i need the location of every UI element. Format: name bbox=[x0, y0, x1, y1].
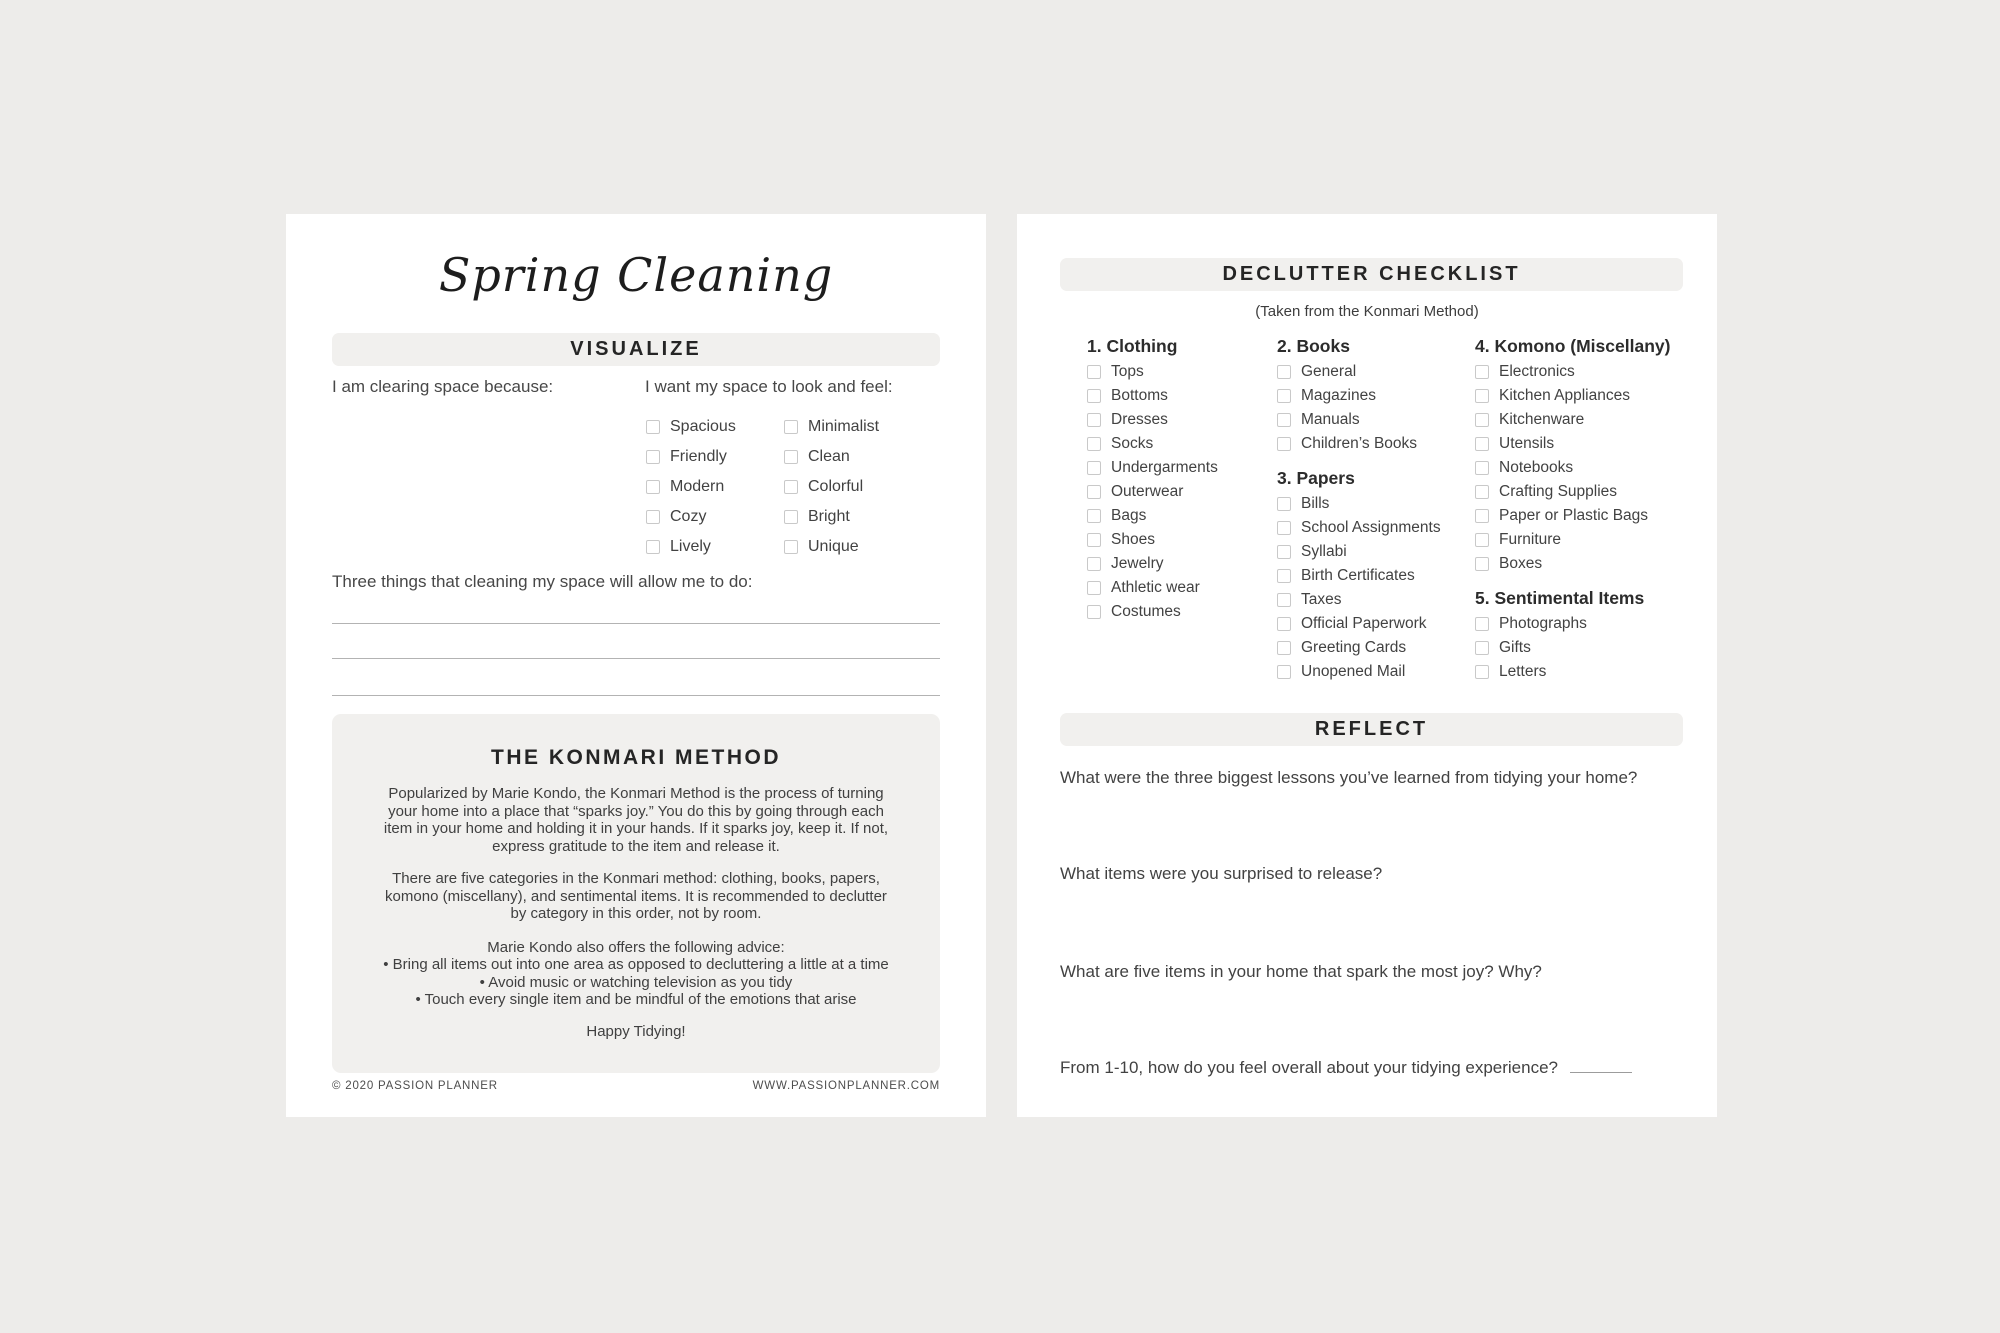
advice-bullet: • Bring all items out into one area as opposed to decluttering a little at a time bbox=[378, 956, 894, 974]
checkbox[interactable] bbox=[1277, 497, 1291, 511]
checkbox-label: Boxes bbox=[1499, 555, 1543, 572]
checklist-item bbox=[1277, 564, 1473, 588]
checkbox-label: Official Paperwork bbox=[1301, 615, 1427, 632]
checklist-item bbox=[1087, 576, 1272, 600]
checkbox-label: General bbox=[1301, 363, 1357, 380]
feel-option bbox=[784, 502, 879, 532]
checkbox-label: Bright bbox=[808, 508, 850, 525]
declutter-checklist-header bbox=[1060, 258, 1683, 291]
checklist-item bbox=[1475, 612, 1691, 636]
question-4-text: From 1-10, how do you feel overall about your tidying experience? bbox=[1060, 1058, 1559, 1077]
checklist-subtitle: (Taken from the Konmari Method) bbox=[1255, 303, 1479, 320]
konmari-advice-block bbox=[378, 939, 894, 1009]
checklist-item bbox=[1087, 360, 1272, 384]
checkbox[interactable] bbox=[784, 420, 798, 434]
website-text: WWW.PASSIONPLANNER.COM bbox=[752, 1080, 940, 1092]
checkbox-label: Kitchenware bbox=[1499, 411, 1585, 428]
checkbox-label: Cozy bbox=[670, 508, 707, 525]
checkbox[interactable] bbox=[1277, 569, 1291, 583]
checklist-item bbox=[1475, 660, 1691, 684]
checkbox-label: Letters bbox=[1499, 663, 1547, 680]
clothing-item-list bbox=[1087, 360, 1272, 624]
advice-bullet-list bbox=[378, 956, 894, 1009]
checklist-item bbox=[1087, 408, 1272, 432]
checkbox-label: Photographs bbox=[1499, 615, 1587, 632]
section-title-sentimental: 5. Sentimental Items bbox=[1475, 588, 1645, 608]
page-title-spring-cleaning: Spring Cleaning bbox=[438, 248, 834, 302]
checkbox-label: Utensils bbox=[1499, 435, 1555, 452]
feel-option bbox=[784, 412, 879, 442]
books-item-list bbox=[1277, 360, 1473, 456]
checkbox-label: Kitchen Appliances bbox=[1499, 387, 1630, 404]
checkbox-label: Notebooks bbox=[1499, 459, 1574, 476]
copyright-text: © 2020 PASSION PLANNER bbox=[332, 1080, 498, 1092]
checkbox[interactable] bbox=[784, 510, 798, 524]
checklist-column-komono-sentimental bbox=[1475, 334, 1691, 684]
konmari-paragraph-1: Popularized by Marie Kondo, the Konmari Method is the process of turning your home into a place that “sparks joy.” You do this by going through each item in your home and holding it in your hands. If it sparks joy, keep it. If not, express gratitude to the item and release it. bbox=[383, 785, 889, 855]
checkbox-label: Outerwear bbox=[1111, 483, 1184, 500]
checkbox-label: Jewelry bbox=[1111, 555, 1164, 572]
checkbox-label: Unopened Mail bbox=[1301, 663, 1406, 680]
checkbox-label: Shoes bbox=[1111, 531, 1155, 548]
reflect-section-header bbox=[1060, 713, 1683, 746]
spring-cleaning-page bbox=[286, 214, 986, 1117]
checklist-item bbox=[1277, 612, 1473, 636]
answer-line-3[interactable] bbox=[332, 695, 940, 696]
checkbox[interactable] bbox=[1277, 389, 1291, 403]
feel-checkbox-column-2 bbox=[784, 412, 879, 562]
checkbox-label: Furniture bbox=[1499, 531, 1562, 548]
feel-option bbox=[646, 412, 784, 442]
checklist-item bbox=[1087, 480, 1272, 504]
checklist-column-books-papers bbox=[1277, 334, 1473, 684]
checkbox[interactable] bbox=[1277, 521, 1291, 535]
checkbox-label: Birth Certificates bbox=[1301, 567, 1415, 584]
reflect-question-4 bbox=[1060, 1058, 1687, 1078]
konmari-panel-title: THE KONMARI METHOD bbox=[491, 746, 781, 769]
checkbox-label: Athletic wear bbox=[1111, 579, 1200, 596]
checkbox-label: School Assignments bbox=[1301, 519, 1441, 536]
checkbox-label: Lively bbox=[670, 538, 711, 555]
reflect-question-1: What were the three biggest lessons you’ve learned from tidying your home? bbox=[1060, 768, 1638, 787]
checkbox[interactable] bbox=[1277, 665, 1291, 679]
checkbox[interactable] bbox=[1475, 485, 1489, 499]
checklist-item bbox=[1475, 384, 1691, 408]
checkbox-label: Colorful bbox=[808, 478, 864, 495]
papers-item-list bbox=[1277, 492, 1473, 684]
checklist-item bbox=[1087, 528, 1272, 552]
reflect-question-3: What are five items in your home that spark the most joy? Why? bbox=[1060, 962, 1542, 981]
checkbox-label: Unique bbox=[808, 538, 859, 555]
checklist-item bbox=[1475, 636, 1691, 660]
checkbox[interactable] bbox=[1475, 665, 1489, 679]
konmari-paragraph-2: There are five categories in the Konmari method: clothing, books, papers, komono (miscellany), and sentimental items. It is recommended to declutter by category in this order, not by room. bbox=[385, 870, 887, 922]
checkbox[interactable] bbox=[1475, 641, 1489, 655]
happy-tidying-text: Happy Tidying! bbox=[586, 1022, 686, 1040]
checkbox[interactable] bbox=[1087, 533, 1101, 547]
checklist-item bbox=[1475, 456, 1691, 480]
visualize-header-label: VISUALIZE bbox=[570, 338, 702, 360]
checkbox[interactable] bbox=[1277, 365, 1291, 379]
checkbox-label: Gifts bbox=[1499, 639, 1531, 656]
checkbox-label: Bottoms bbox=[1111, 387, 1168, 404]
checkbox[interactable] bbox=[1087, 389, 1101, 403]
checkbox[interactable] bbox=[1475, 533, 1489, 547]
advice-bullet: • Avoid music or watching television as you tidy bbox=[378, 974, 894, 992]
advice-bullet: • Touch every single item and be mindful of the emotions that arise bbox=[378, 991, 894, 1009]
feel-checkbox-column-1 bbox=[646, 412, 784, 562]
checklist-item bbox=[1277, 360, 1473, 384]
rating-answer-line[interactable] bbox=[1570, 1059, 1632, 1073]
checkbox[interactable] bbox=[646, 540, 660, 554]
checkbox[interactable] bbox=[1087, 413, 1101, 427]
checkbox[interactable] bbox=[1475, 389, 1489, 403]
checklist-item bbox=[1087, 432, 1272, 456]
checkbox[interactable] bbox=[646, 450, 660, 464]
checkbox-label: Dresses bbox=[1111, 411, 1168, 428]
checkbox-label: Greeting Cards bbox=[1301, 639, 1407, 656]
declutter-checklist-page bbox=[1017, 214, 1717, 1117]
checkbox[interactable] bbox=[1475, 365, 1489, 379]
checkbox[interactable] bbox=[1475, 617, 1489, 631]
checkbox-label: Modern bbox=[670, 478, 725, 495]
look-and-feel-prompt: I want my space to look and feel: bbox=[645, 377, 893, 396]
checklist-item bbox=[1475, 552, 1691, 576]
checkbox-label: Electronics bbox=[1499, 363, 1575, 380]
section-title-books: 2. Books bbox=[1277, 336, 1350, 356]
checkbox-label: Syllabi bbox=[1301, 543, 1347, 560]
checklist-item bbox=[1475, 408, 1691, 432]
checkbox[interactable] bbox=[646, 510, 660, 524]
checkbox[interactable] bbox=[784, 450, 798, 464]
checkbox[interactable] bbox=[1087, 509, 1101, 523]
three-things-prompt: Three things that cleaning my space will allow me to do: bbox=[332, 572, 753, 591]
checklist-item bbox=[1277, 384, 1473, 408]
checkbox[interactable] bbox=[1277, 413, 1291, 427]
checklist-item bbox=[1277, 516, 1473, 540]
checklist-item bbox=[1087, 456, 1272, 480]
answer-line-1[interactable] bbox=[332, 623, 940, 624]
checkbox[interactable] bbox=[646, 420, 660, 434]
checklist-item bbox=[1087, 504, 1272, 528]
checkbox-label: Crafting Supplies bbox=[1499, 483, 1618, 500]
checkbox-label: Magazines bbox=[1301, 387, 1376, 404]
clearing-space-prompt: I am clearing space because: bbox=[332, 377, 554, 396]
checkbox[interactable] bbox=[1277, 545, 1291, 559]
checkbox-label: Costumes bbox=[1111, 603, 1181, 620]
konmari-method-panel bbox=[332, 714, 940, 1073]
checkbox[interactable] bbox=[1087, 365, 1101, 379]
sentimental-item-list bbox=[1475, 612, 1691, 684]
checkbox[interactable] bbox=[1087, 605, 1101, 619]
checkbox[interactable] bbox=[1087, 437, 1101, 451]
checklist-item bbox=[1475, 360, 1691, 384]
checkbox-label: Bags bbox=[1111, 507, 1147, 524]
advice-intro: Marie Kondo also offers the following advice: bbox=[487, 938, 785, 956]
checkbox[interactable] bbox=[1475, 437, 1489, 451]
checklist-header-label: DECLUTTER CHECKLIST bbox=[1222, 263, 1521, 285]
checkbox[interactable] bbox=[1475, 557, 1489, 571]
checkbox-label: Tops bbox=[1111, 363, 1144, 380]
checkbox[interactable] bbox=[1277, 617, 1291, 631]
checkbox-label: Paper or Plastic Bags bbox=[1499, 507, 1649, 524]
checkbox-label: Socks bbox=[1111, 435, 1154, 452]
checklist-item bbox=[1087, 552, 1272, 576]
feel-option bbox=[784, 472, 879, 502]
checkbox[interactable] bbox=[784, 480, 798, 494]
checkbox[interactable] bbox=[1475, 413, 1489, 427]
visualize-section-header bbox=[332, 333, 940, 366]
checkbox[interactable] bbox=[1475, 509, 1489, 523]
section-title-papers: 3. Papers bbox=[1277, 468, 1355, 488]
checkbox[interactable] bbox=[1087, 557, 1101, 571]
feel-option bbox=[646, 442, 784, 472]
checkbox[interactable] bbox=[1277, 437, 1291, 451]
checkbox-label: Children’s Books bbox=[1301, 435, 1418, 452]
checklist-item bbox=[1277, 408, 1473, 432]
checkbox-label: Undergarments bbox=[1111, 459, 1218, 476]
checkbox[interactable] bbox=[1087, 461, 1101, 475]
checkbox-label: Taxes bbox=[1301, 591, 1342, 608]
checklist-item bbox=[1475, 528, 1691, 552]
reflect-question-2: What items were you surprised to release? bbox=[1060, 864, 1383, 883]
answer-line-2[interactable] bbox=[332, 658, 940, 659]
checkbox-label: Clean bbox=[808, 448, 850, 465]
checklist-item bbox=[1475, 480, 1691, 504]
checkbox-label: Minimalist bbox=[808, 418, 880, 435]
komono-item-list bbox=[1475, 360, 1691, 576]
checkbox-label: Spacious bbox=[670, 418, 736, 435]
feel-option bbox=[784, 442, 879, 472]
feel-option bbox=[646, 472, 784, 502]
checkbox-label: Bills bbox=[1301, 495, 1330, 512]
checklist-item bbox=[1277, 540, 1473, 564]
checklist-item bbox=[1277, 588, 1473, 612]
checklist-item bbox=[1277, 636, 1473, 660]
checkbox[interactable] bbox=[784, 540, 798, 554]
checkbox[interactable] bbox=[646, 480, 660, 494]
section-title-komono: 4. Komono (Miscellany) bbox=[1475, 336, 1671, 356]
reflect-header-label: REFLECT bbox=[1314, 718, 1429, 740]
page-footer bbox=[332, 1080, 940, 1092]
checklist-item bbox=[1087, 384, 1272, 408]
feel-option bbox=[784, 532, 879, 562]
checklist-column-clothing bbox=[1087, 334, 1272, 624]
checklist-item bbox=[1277, 492, 1473, 516]
look-and-feel-checkbox-grid bbox=[646, 412, 879, 562]
checklist-item bbox=[1277, 660, 1473, 684]
section-title-clothing: 1. Clothing bbox=[1087, 336, 1178, 356]
checkbox[interactable] bbox=[1475, 461, 1489, 475]
feel-option bbox=[646, 502, 784, 532]
checkbox[interactable] bbox=[1087, 485, 1101, 499]
checklist-item bbox=[1087, 600, 1272, 624]
checklist-item bbox=[1277, 432, 1473, 456]
checklist-item bbox=[1475, 504, 1691, 528]
checkbox[interactable] bbox=[1277, 641, 1291, 655]
checklist-item bbox=[1475, 432, 1691, 456]
checkbox-label: Manuals bbox=[1301, 411, 1360, 428]
checkbox-label: Friendly bbox=[670, 448, 727, 465]
checkbox[interactable] bbox=[1277, 593, 1291, 607]
feel-option bbox=[646, 532, 784, 562]
checkbox[interactable] bbox=[1087, 581, 1101, 595]
